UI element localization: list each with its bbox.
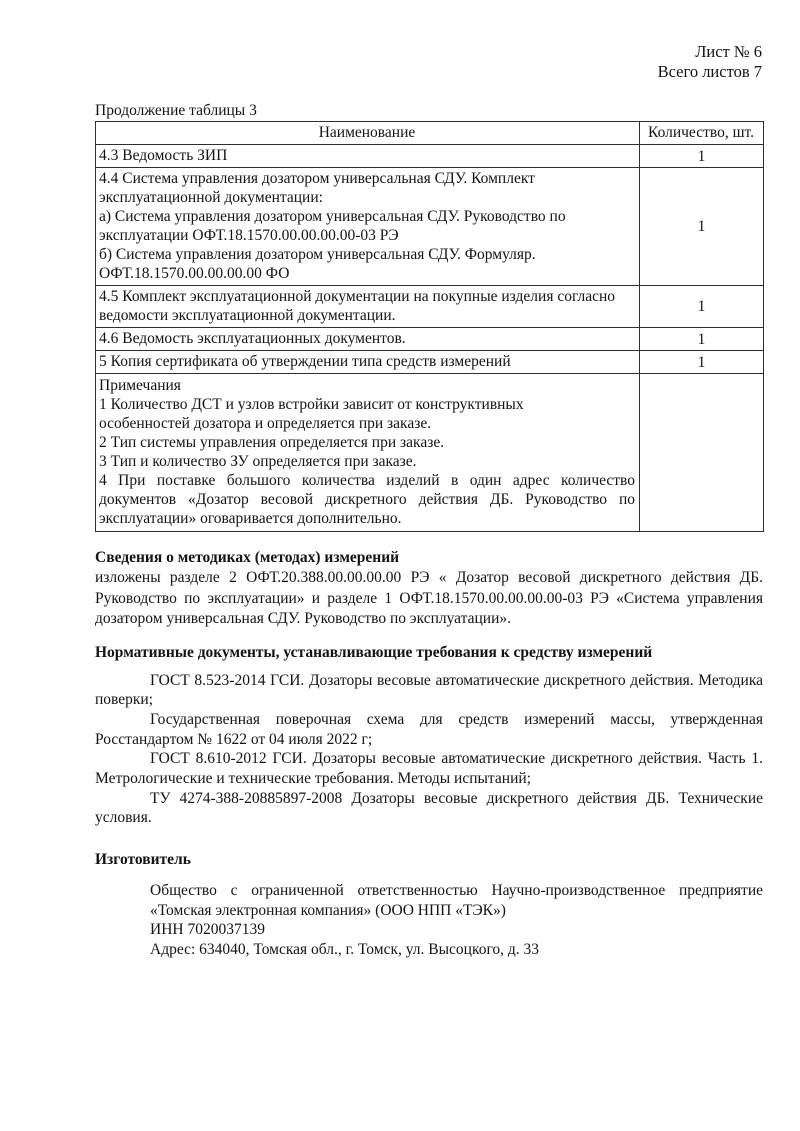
item-name: 4.5 Комплект эксплуатационной документации на покупные изделия согласно ведомости эксплуатационной документации. <box>96 286 640 328</box>
normative-paragraph: ГОСТ 8.523-2014 ГСИ. Дозаторы весовые автоматические дискретного действия. Методика поверки; <box>95 671 763 709</box>
notes <box>96 374 640 532</box>
item-paragraph: 4.4 Система управления дозатором универсальная СДУ. Комплект эксплуатационной документации: <box>99 170 535 206</box>
note-item: 4 При поставке большого количества изделий в один адрес количество документов «Дозатор весовой дискретного действия ДБ. Руководство по эксплуатации» оговаривается дополнительно. <box>99 472 635 527</box>
notes-title: Примечания <box>99 377 181 394</box>
item-name: 5 Копия сертификата об утверждении типа средств измерений <box>96 351 640 374</box>
item-name <box>96 168 640 286</box>
normative-paragraph: ГОСТ 8.610-2012 ГСИ. Дозаторы весовые автоматические дискретного действия. Часть 1. Метрологические и технические требования. Методы испытаний; <box>95 750 763 788</box>
item-qty: 1 <box>640 145 764 168</box>
item-qty: 1 <box>640 351 764 374</box>
section-methods <box>95 548 763 630</box>
page-header <box>95 42 762 82</box>
section-normative <box>95 643 763 829</box>
item-qty: 1 <box>640 286 764 328</box>
manufacturer-name: Общество с ограниченной ответственностью Научно-производственное предприятие «Томская электронная компания» (ООО НПП «ТЭК») <box>150 882 763 919</box>
normative-paragraph: ТУ 4274-388-20885897-2008 Дозаторы весовые дискретного действия ДБ. Технические условия. <box>95 789 763 827</box>
total-sheets: Всего листов 7 <box>657 62 762 81</box>
table-row <box>96 351 764 374</box>
table-notes-row <box>96 374 764 532</box>
section-methods-body: изложены разделе 2 ОФТ.20.388.00.00.00.00 РЭ « Дозатор весовой дискретного действия ДБ. Руководство по эксплуатации» и разделе 1 ОФТ.18.1570.00.00.00.00-03 РЭ «Система управления дозатором универсальная СДУ. Руководство по эксплуатации». <box>95 569 763 627</box>
item-qty: 1 <box>640 328 764 351</box>
note-item: 1 Количество ДСТ и узлов встройки зависит от конструктивных особенностей дозатора и определяется при заказе. <box>99 396 524 432</box>
components-table <box>95 121 764 532</box>
table-caption: Продолжение таблицы 3 <box>95 102 257 119</box>
manufacturer-inn: ИНН 7020037139 <box>150 921 265 939</box>
section-methods-heading: Сведения о методиках (методах) измерений <box>95 549 400 566</box>
column-header-name: Наименование <box>96 122 640 145</box>
normative-paragraph: Государственная поверочная схема для средств измерений массы, утвержденная Росстандартом № 1622 от 04 июля 2022 г; <box>95 710 763 748</box>
manufacturer-details <box>150 881 763 959</box>
table-row <box>96 286 764 328</box>
item-paragraph: б) Система управления дозатором универсальная СДУ. Формуляр. ОФТ.18.1570.00.00.00.00 ФО <box>99 246 536 282</box>
item-name: 4.6 Ведомость эксплуатационных документов. <box>96 328 640 351</box>
column-header-qty: Количество, шт. <box>640 122 764 145</box>
table-row <box>96 145 764 168</box>
item-paragraph: а) Система управления дозатором универсальная СДУ. Руководство по эксплуатации ОФТ.18.1570.00.00.00.00-03 РЭ <box>99 208 566 244</box>
table-header-row <box>96 122 764 145</box>
item-qty-empty <box>640 374 764 532</box>
note-item: 3 Тип и количество ЗУ определяется при заказе. <box>99 453 417 470</box>
note-item: 2 Тип системы управления определяется при заказе. <box>99 434 445 451</box>
table-row <box>96 168 764 286</box>
table-row <box>96 328 764 351</box>
item-qty: 1 <box>640 168 764 286</box>
section-manufacturer <box>95 850 763 959</box>
section-manufacturer-heading: Изготовитель <box>95 851 191 869</box>
item-name: 4.3 Ведомость ЗИП <box>96 145 640 168</box>
sheet-number: Лист № 6 <box>695 42 762 61</box>
manufacturer-address: Адрес: 634040, Томская обл., г. Томск, ул. Высоцкого, д. 33 <box>150 940 540 958</box>
section-normative-heading: Нормативные документы, устанавливающие требования к средству измерений <box>95 643 653 661</box>
